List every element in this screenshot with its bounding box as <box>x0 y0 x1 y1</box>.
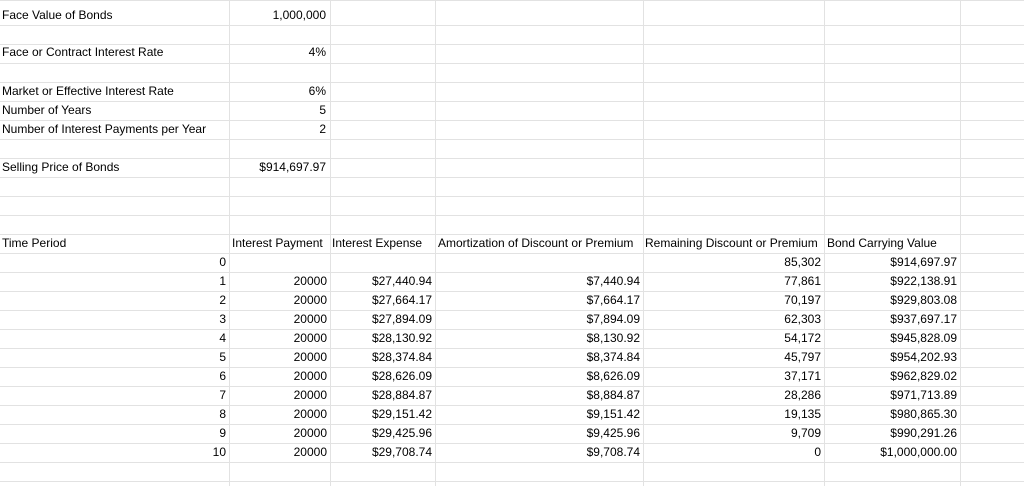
carrying-value-cell[interactable]: $971,713.89 <box>890 388 957 402</box>
carrying-value-cell[interactable]: $922,138.91 <box>890 274 957 288</box>
amortization-cell[interactable]: $7,440.94 <box>586 274 640 288</box>
remaining-discount-cell[interactable]: 62,303 <box>784 312 821 326</box>
remaining-discount-cell[interactable]: 77,861 <box>784 274 821 288</box>
row-gridline <box>0 462 1024 463</box>
period-cell[interactable]: 7 <box>219 388 226 402</box>
interest-expense-cell[interactable]: $28,374.84 <box>371 350 432 364</box>
interest-payment-cell[interactable]: 20000 <box>293 369 327 383</box>
remaining-discount-cell[interactable]: 45,797 <box>784 350 821 364</box>
carrying-value-cell[interactable]: $980,865.30 <box>890 407 957 421</box>
period-cell[interactable]: 5 <box>219 350 226 364</box>
remaining-discount-cell[interactable]: 0 <box>814 445 821 459</box>
years-cell[interactable]: 5 <box>319 103 326 117</box>
market-rate-cell[interactable]: 6% <box>308 84 326 98</box>
carrying-value-cell[interactable]: $937,697.17 <box>890 312 957 326</box>
remaining-discount-cell[interactable]: 85,302 <box>784 255 821 269</box>
amortization-cell[interactable]: $8,884.87 <box>586 388 640 402</box>
remaining-discount-cell[interactable]: 28,286 <box>784 388 821 402</box>
period-cell[interactable]: 0 <box>219 255 226 269</box>
interest-payment-cell[interactable]: 20000 <box>293 350 327 364</box>
selling-price-cell[interactable]: $914,697.97 <box>259 160 326 174</box>
amortization-cell[interactable]: $9,425.96 <box>586 426 640 440</box>
row-gridline <box>0 25 1024 26</box>
carrying-value-cell[interactable]: $914,697.97 <box>890 255 957 269</box>
interest-expense-cell[interactable]: $29,708.74 <box>371 445 432 459</box>
amortization-cell[interactable]: $8,130.92 <box>586 331 640 345</box>
interest-payment-cell[interactable] <box>229 253 330 272</box>
amortization-cell[interactable]: $9,151.42 <box>586 407 640 421</box>
remaining-discount-cell[interactable]: 54,172 <box>784 331 821 345</box>
carrying-value-cell[interactable]: $990,291.26 <box>890 426 957 440</box>
amortization-cell[interactable]: $8,626.09 <box>586 369 640 383</box>
amortization-cell[interactable]: $8,374.84 <box>586 350 640 364</box>
interest-payment-cell[interactable]: 20000 <box>293 426 327 440</box>
header-interest-payment[interactable]: Interest Payment <box>232 236 323 250</box>
interest-payment-cell[interactable]: 20000 <box>293 407 327 421</box>
period-cell[interactable]: 3 <box>219 312 226 326</box>
carrying-value-cell[interactable]: $954,202.93 <box>890 350 957 364</box>
period-cell[interactable]: 10 <box>212 445 226 459</box>
interest-payment-cell[interactable]: 20000 <box>293 388 327 402</box>
remaining-discount-cell[interactable]: 70,197 <box>784 293 821 307</box>
carrying-value-cell[interactable]: $929,803.08 <box>890 293 957 307</box>
interest-payment-cell[interactable]: 20000 <box>293 331 327 345</box>
amortization-cell[interactable]: $9,708.74 <box>586 445 640 459</box>
period-cell[interactable]: 2 <box>219 293 226 307</box>
carrying-value-cell[interactable]: $1,000,000.00 <box>880 445 957 459</box>
selling-price-label[interactable]: Selling Price of Bonds <box>2 160 120 174</box>
header-time-period[interactable]: Time Period <box>2 236 67 250</box>
interest-payment-cell[interactable]: 20000 <box>293 312 327 326</box>
remaining-discount-cell[interactable]: 19,135 <box>784 407 821 421</box>
face-value-cell[interactable]: 1,000,000 <box>272 8 326 22</box>
amortization-cell[interactable]: $7,664.17 <box>586 293 640 307</box>
interest-expense-cell[interactable]: $27,440.94 <box>371 274 432 288</box>
header-remaining-discount[interactable]: Remaining Discount or Premium <box>645 236 818 250</box>
interest-expense-cell[interactable]: $28,626.09 <box>371 369 432 383</box>
row-gridline <box>0 0 1024 1</box>
amortization-cell[interactable]: $7,894.09 <box>586 312 640 326</box>
period-cell[interactable]: 8 <box>219 407 226 421</box>
carrying-value-cell[interactable]: $945,828.09 <box>890 331 957 345</box>
period-cell[interactable]: 4 <box>219 331 226 345</box>
carrying-value-cell[interactable]: $962,829.02 <box>890 369 957 383</box>
interest-expense-cell[interactable]: $27,894.09 <box>371 312 432 326</box>
interest-expense-cell[interactable]: $28,884.87 <box>371 388 432 402</box>
interest-payment-cell[interactable]: 20000 <box>293 274 327 288</box>
interest-expense-cell[interactable]: $28,130.92 <box>371 331 432 345</box>
row-gridline <box>0 63 1024 64</box>
remaining-discount-cell[interactable]: 37,171 <box>784 369 821 383</box>
header-interest-expense[interactable]: Interest Expense <box>332 236 423 250</box>
period-cell[interactable]: 1 <box>219 274 226 288</box>
row-gridline <box>0 196 1024 197</box>
row-gridline <box>0 139 1024 140</box>
market-rate-label[interactable]: Market or Effective Interest Rate <box>2 84 174 98</box>
interest-payment-cell[interactable]: 20000 <box>293 445 327 459</box>
header-carrying-value[interactable]: Bond Carrying Value <box>827 236 937 250</box>
remaining-discount-cell[interactable]: 9,709 <box>790 426 821 440</box>
interest-expense-cell[interactable]: $27,664.17 <box>371 293 432 307</box>
header-amortization[interactable]: Amortization of Discount or Premium <box>438 236 634 250</box>
period-cell[interactable]: 9 <box>219 426 226 440</box>
payments-label[interactable]: Number of Interest Payments per Year <box>2 122 207 136</box>
row-gridline <box>0 215 1024 216</box>
face-value-label[interactable]: Face Value of Bonds <box>2 8 113 22</box>
interest-payment-cell[interactable]: 20000 <box>293 293 327 307</box>
period-cell[interactable]: 6 <box>219 369 226 383</box>
row-gridline <box>0 481 1024 482</box>
interest-expense-cell[interactable]: $29,151.42 <box>371 407 432 421</box>
amortization-cell[interactable] <box>435 253 643 272</box>
row-gridline <box>0 177 1024 178</box>
contract-rate-cell[interactable]: 4% <box>308 45 326 59</box>
interest-expense-cell[interactable] <box>330 253 435 272</box>
payments-cell[interactable]: 2 <box>319 122 326 136</box>
contract-rate-label[interactable]: Face or Contract Interest Rate <box>2 45 164 59</box>
interest-expense-cell[interactable]: $29,425.96 <box>371 426 432 440</box>
years-label[interactable]: Number of Years <box>2 103 92 117</box>
column-gridline <box>960 0 961 486</box>
